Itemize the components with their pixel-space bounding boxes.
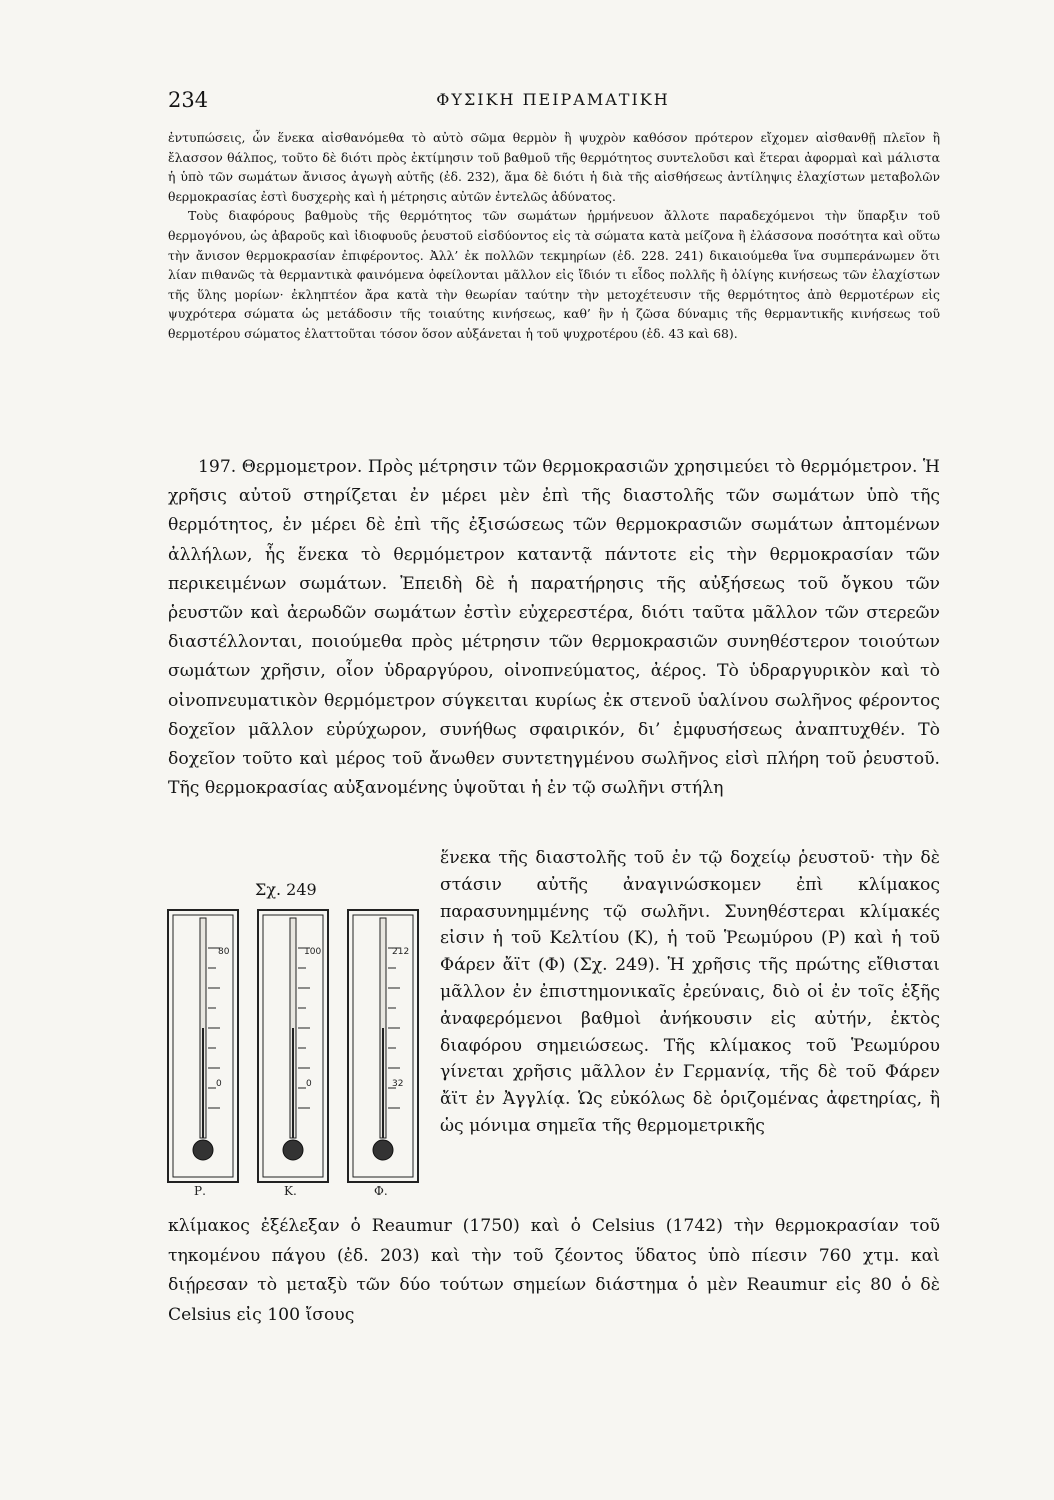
thermometer-label: Ρ. [194,1184,206,1198]
text-below-figure [168,1212,940,1330]
thermometer-fahrenheit [348,910,418,1198]
figure-thermometers [164,908,424,1200]
section-paragraph: 197. Θερμομετρον. Πρὸς μέτρησιν τῶν θερμοκρασιῶν χρησιμεύει τὸ θερμόμετρον. Ἡ χρῆσις αὐτοῦ στηρίζεται ἐν μέρει μὲν ἐπὶ τῆς διαστολῆς τῶν σωμάτων ὑπὸ τῆς θερμότητος, ἐν μέρει δὲ ἐπὶ τῆς ἐξισώσεως τῶν θερμοκρασιῶν σωμάτων ἀπτομένων ἀλλήλων, ἧς ἕνεκα τὸ θερμόμετρον καταντᾷ πάντοτε εἰς τὴν θερμοκρασίαν τῶν περικειμένων σωμάτων. Ἐπειδὴ δὲ ἡ παρατήρησις τῆς αὐξήσεως τοῦ ὄγκου τῶν ῥευστῶν καὶ ἀερωδῶν σωμάτων ἐστὶν εὐχερεστέρα, διότι ταῦτα μᾶλλον τῶν στερεῶν διαστέλλονται, ποιούμεθα πρὸς μέτρησιν τῶν θερμοκρασιῶν συνηθέστερον τοιούτων σωμάτων χρῆσιν, οἷον ὑδραργύρου, οἰνοπνεύματος, ἀέρος. Τὸ ὑδραργυρικὸν καὶ τὸ οἰνοπνευματικὸν θερμόμετρον σύγκειται κυρίως ἐκ στενοῦ ὑαλίνου σωλῆνος φέροντος δοχεῖον μᾶλλον εὐρύχωρον, συνήθως σφαιρικόν, δι’ ἐμφυσήσεως ἀναπτυχθέν. Τὸ δοχεῖον τοῦτο καὶ μέρος τοῦ ἄνωθεν συντετηγμένου σωλῆνος εἰσὶ πλήρη τοῦ ῥευστοῦ. Τῆς θερμοκρασίας αὐξανομένης ὑψοῦται ἡ ἐν τῷ σωλῆνι στήλη [168,457,940,799]
scale-zero-mark: 32 [392,1079,404,1089]
thermometer-reaumur [168,910,238,1198]
scale-top-mark: 212 [392,947,410,957]
page-header [168,88,938,118]
thermometer-celsius [258,910,328,1198]
paragraph: Τοὺς διαφόρους βαθμοὺς τῆς θερμότητος τῶν σωμάτων ἡρμήνευον ἄλλοτε παραδεχόμενοι τὴν ὕπαρξιν τοῦ θερμογόνου, ὡς ἀβαροῦς καὶ ἰδιοφυοῦς ῥευστοῦ εἰσδύοντος εἰς τὰ σώματα κατὰ μείζονα ἢ ἐλάσσονα ποσότητα καὶ οὕτω τὴν ἄνισον θερμοκρασίαν ἐπιφέροντος. Ἀλλ’ ἐκ πολλῶν τεκμηρίων (ἐδ. 228. 241) δικαιούμεθα ἵνα συμπεράνωμεν ὅτι λίαν πιθανῶς τὰ θερμαντικὰ φαινόμενα ὀφείλονται μᾶλλον εἰς ἴδιόν τι εἶδος πολλῆς ἢ ὀλίγης κινήσεως τῶν ἐλαχίστων τῆς ὕλης μορίων· ἐκληπτέον ἄρα κατὰ τὴν θεωρίαν ταύτην τὴν μετοχέτευσιν τῆς θερμότητος ἀπὸ θερμοτέρων εἰς ψυχρότερα σώματα ὡς μετάδοσιν τῆς τοιαύτης κινήσεως, καθ’ ἣν ἡ ζῶσα δύναμις τῆς θερμαντικῆς κινήσεως τοῦ θερμοτέρου σώματος ἐλαττοῦται τόσον ὅσον αὐξάνεται ἡ τοῦ ψυχροτέρου (ἐδ. 43 καὶ 68). [168,208,940,341]
running-title: ΦΥΣΙΚΗ ΠΕΙΡΑΜΑΤΙΚΗ [436,90,670,109]
thermometers-illustration [164,908,424,1200]
figure-caption: Σχ. 249 [255,880,317,899]
text-beside-figure [440,845,940,1140]
paragraph: ἕνεκα τῆς διαστολῆς τοῦ ἐν τῷ δοχείῳ ῥευστοῦ· τὴν δὲ στάσιν αὐτῆς ἀναγινώσκομεν ἐπὶ κλίμακος παρασυνημμένης τῷ σωλῆνι. Συνηθέστεραι κλίμακές εἰσιν ἡ τοῦ Κελτίου (Κ), ἡ τοῦ Ῥεωμύρου (Ρ) καὶ ἡ τοῦ Φάρεν ἄϊτ (Φ) (Σχ. 249). Ἡ χρῆσις τῆς πρώτης εἴθισται μᾶλλον ἐν ἐπιστημονικαῖς ἐρεύναις, διὸ οἱ ἐν τοῖς ἑξῆς ἀναφερόμενοι βαθμοὶ ἀνήκουσιν εἰς αὐτήν, ἐκτὸς διαφόρου σημειώσεως. Τῆς κλίμακος τοῦ Ῥεωμύρου γίνεται χρῆσις μᾶλλον ἐν Γερμανίᾳ, τῆς δὲ τοῦ Φάρεν ἄϊτ ἐν Ἀγγλίᾳ. Ὡς εὐκόλως δὲ ὁριζομένας ἀφετηρίας, ἢ ὡς μόνιμα σημεῖα τῆς θερμομετρικῆς [440,848,940,1136]
scale-zero-mark: 0 [306,1079,312,1089]
small-print-text [168,128,940,344]
scale-zero-mark: 0 [216,1079,222,1089]
paragraph: κλίμακος ἐξέλεξαν ὁ Reaumur (1750) καὶ ὁ Celsius (1742) τὴν θερμοκρασίαν τοῦ τηκομένου πάγου (ἐδ. 203) καὶ τὴν τοῦ ζέοντος ὕδατος ὑπὸ πίεσιν 760 χτμ. καὶ διῄρεσαν τὸ μεταξὺ τῶν δύο τούτων σημείων διάστημα ὁ μὲν Reaumur εἰς 80 ὁ δὲ Celsius εἰς 100 ἴσους [168,1216,940,1325]
thermometer-label: Φ. [374,1184,388,1198]
page-number: 234 [168,88,209,112]
scale-top-mark: 100 [304,947,322,957]
section-197 [168,453,940,803]
thermometer-label: Κ. [284,1184,297,1198]
scale-top-mark: 80 [218,947,230,957]
paragraph: ἐντυπώσεις, ὧν ἕνεκα αἰσθανόμεθα τὸ αὐτὸ σῶμα θερμὸν ἢ ψυχρὸν καθόσον πρότερον εἴχομεν αἰσθανθῇ πλεῖον ἢ ἔλασσον θάλπος, τοῦτο δὲ διότι πρὸς ἐκτίμησιν τοῦ βαθμοῦ τῆς θερμότητος συντελοῦσι καὶ ἕτεραι ἀφορμαὶ καὶ μάλιστα ἡ ὑπὸ τῶν σωμάτων ἄνισος ἀγωγὴ αὐτῆς (ἐδ. 232), ἅμα δὲ διότι ἡ διὰ τῆς αἰσθήσεως ἀντίληψις ἐλαχίστων μεταβολῶν θερμοκρασίας ἐστὶ δυσχερὴς καὶ ἡ μέτρησις αὐτῶν ἐντελῶς ἀδύνατος. [168,130,940,204]
